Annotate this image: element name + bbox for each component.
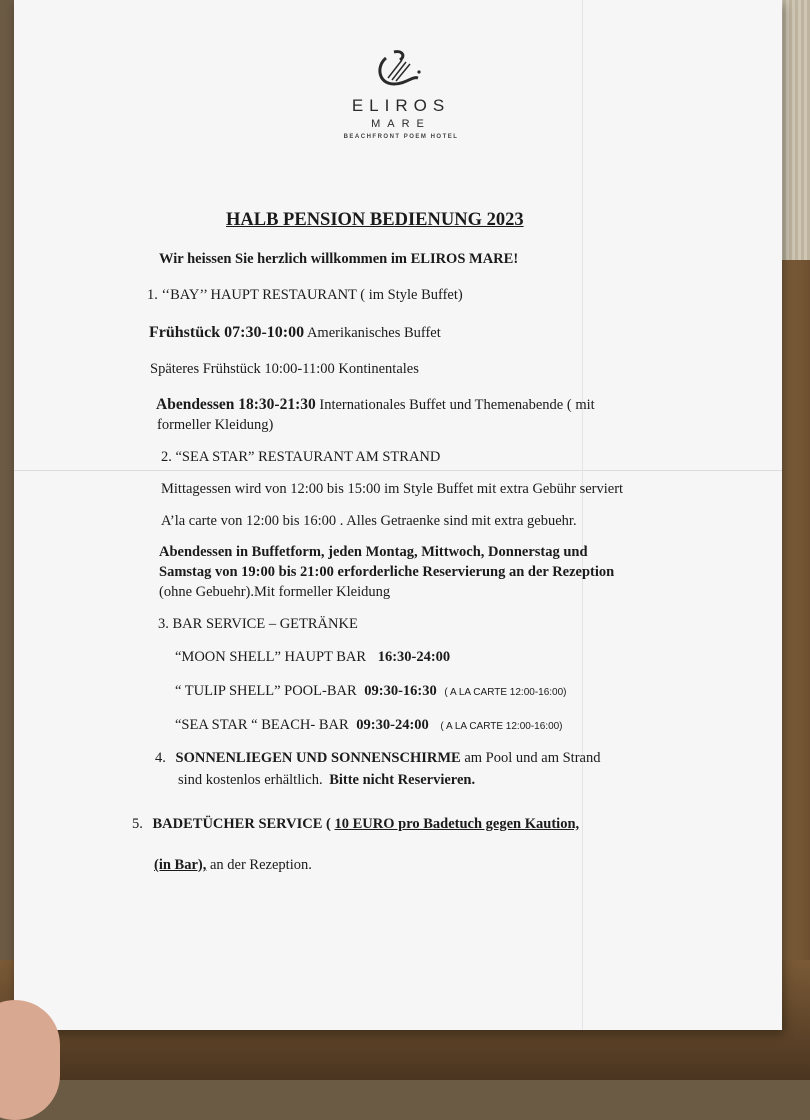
bar-sea-star: [175, 717, 563, 734]
section-2-heading: 2. “SEA STAR” RESTAURANT AM STRAND: [161, 449, 441, 465]
bar-1-time: 16:30-24:00: [377, 649, 451, 665]
section-5-number: 5.: [132, 816, 143, 832]
fold-line: [14, 470, 782, 471]
welcome-text: Wir heissen Sie herzlich willkommen im ELIROS MARE!: [159, 251, 519, 267]
section-5-reception: an der Rezeption.: [209, 857, 312, 873]
breakfast-desc: Amerikanisches Buffet: [306, 325, 441, 341]
bar-2-name: “ TULIP SHELL” POOL-BAR: [175, 683, 357, 699]
section-4-bold: SONNENLIEGEN UND SONNENSCHIRME: [175, 750, 461, 766]
buffet-dinner-line-2: Samstag von 19:00 bis 21:00 erforderliche Reservierung an der Rezeption: [159, 564, 615, 580]
section-5-bold: BADETÜCHER SERVICE (: [152, 816, 331, 832]
dinner-line: [156, 396, 595, 414]
section-3-heading: 3. BAR SERVICE – GETRÄNKE: [158, 616, 358, 632]
late-breakfast-line: Späteres Frühstück 10:00-11:00 Kontinentales: [150, 361, 419, 377]
bar-2-note: ( A LA CARTE 12:00-16:00): [444, 687, 567, 698]
alacarte-line: A’la carte von 12:00 bis 16:00 . Alles Getraenke sind mit extra gebuehr.: [161, 513, 577, 529]
dinner-desc-2: formeller Kleidung): [157, 417, 274, 433]
section-5-cash: (in Bar),: [154, 857, 207, 873]
dinner-label: Abendessen 18:30-21:30: [156, 396, 316, 413]
brand-tagline: BEACHFRONT POEM HOTEL: [343, 134, 459, 140]
breakfast-label: Frühstück 07:30-10:00: [149, 324, 305, 341]
thumb: [0, 1000, 60, 1120]
breakfast-line: [149, 324, 441, 342]
bar-3-time: 09:30-24:00: [356, 717, 429, 733]
brand-name: ELIROS: [351, 96, 451, 115]
brand-sub: MARE: [371, 118, 431, 130]
bar-tulip-shell: [175, 683, 567, 700]
lyre-logo-icon: [372, 48, 424, 90]
section-5-line-1: [132, 816, 579, 833]
buffet-dinner-line-1: Abendessen in Buffetform, jeden Montag, Mittwoch, Donnerstag und: [159, 544, 588, 560]
bar-1-name: “MOON SHELL” HAUPT BAR: [175, 649, 367, 665]
lunch-line: Mittagessen wird von 12:00 bis 15:00 im Style Buffet mit extra Gebühr serviert: [161, 481, 624, 497]
bar-moon-shell: [175, 649, 450, 666]
page-title: HALB PENSION BEDIENUNG 2023: [226, 210, 524, 230]
section-4-line-1: [155, 750, 600, 767]
buffet-dinner-line-3: (ohne Gebuehr).Mit formeller Kleidung: [159, 584, 391, 600]
section-4-free: sind kostenlos erhältlich.: [178, 772, 323, 788]
hotel-logo: [14, 48, 782, 140]
fold-line-vertical: [582, 0, 583, 1030]
paper-sheet: [14, 0, 782, 1030]
bar-3-name: “SEA STAR “ BEACH- BAR: [175, 717, 349, 733]
bar-2-time: 09:30-16:30: [364, 683, 437, 699]
section-5-line-2: [154, 857, 312, 874]
section-4-rest: am Pool und am Strand: [464, 750, 601, 766]
dinner-desc: Internationales Buffet und Themenabende ( mit: [319, 397, 595, 413]
section-5-deposit: 10 EURO pro Badetuch gegen Kaution,: [334, 816, 580, 832]
section-1-heading: 1. ‘‘BAY’’ HAUPT RESTAURANT ( im Style Buffet): [147, 287, 463, 303]
section-4-number: 4.: [155, 750, 166, 766]
section-4-line-2: [178, 772, 475, 789]
section-4-no-reserve: Bitte nicht Reservieren.: [329, 772, 476, 788]
bar-3-note: ( A LA CARTE 12:00-16:00): [440, 721, 563, 732]
